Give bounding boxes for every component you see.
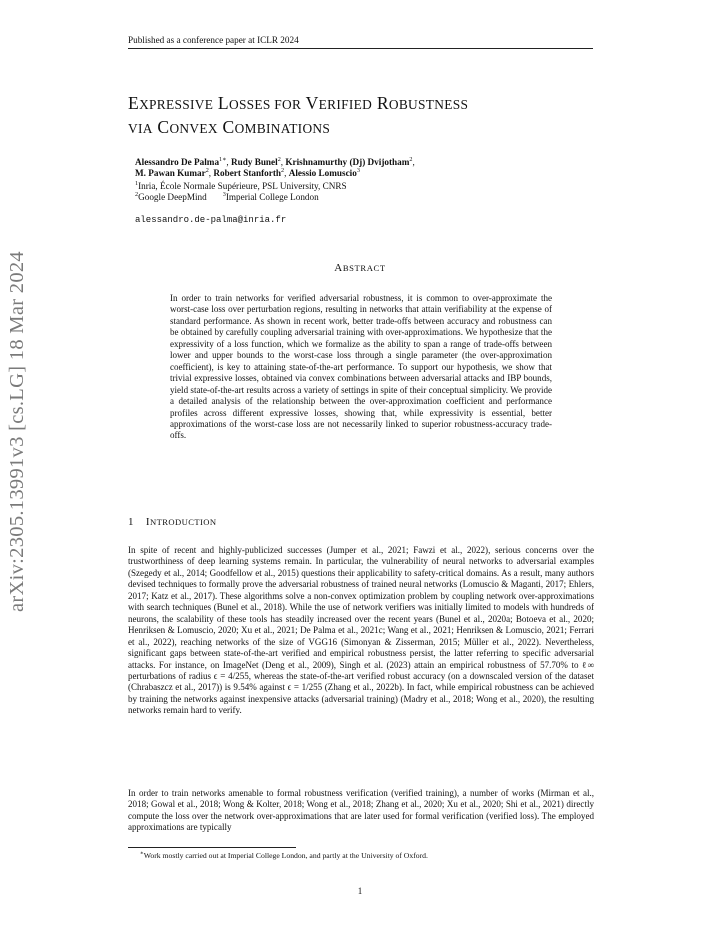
abstract-heading: ABSTRACT xyxy=(334,262,386,274)
section-heading-introduction: 1 INTRODUCTION xyxy=(128,516,217,528)
title-line-2 xyxy=(128,116,598,140)
author-line-2 xyxy=(135,168,555,179)
author: Alessio Lomuscio$^3$ xyxy=(288,167,360,179)
author: M. Pawan Kumar$^2$, xyxy=(135,167,214,179)
affiliation-2-3: $^2$Google DeepMind $^3$Imperial College London xyxy=(135,191,319,203)
title-line-1 xyxy=(128,92,598,116)
author: Alessandro De Palma$^{1∗}$, xyxy=(135,155,231,167)
author-email[interactable]: alessandro.de-palma@inria.fr xyxy=(135,215,287,225)
intro-paragraph-1: In spite of recent and highly-publicized successes (Jumper et al., 2021; Fawzi et al., 2022), serious concerns over the trustworthiness of deep learning systems remain. In particular, the vulnerability of neural networks to adversarial examples (Szegedy et al., 2014; Goodfellow et al., 2015) questions their applicability to safety-critical domains. As a result, many authors devised techniques to formally prove the adversarial robustness of trained neural networks (Lomuscio & Maganti, 2017; Ehlers, 2017; Katz et al., 2017). These algorithms solve a non-convex optimization problem by coupling network over-approximations with search techniques (Bunel et al., 2018). While the use of network verifiers was initially limited to models with hundreds of neurons, the scalability of these tools has steadily increased over the recent years (Bunel et al., 2020a; Botoeva et al., 2020; Henriksen & Lomuscio, 2020; Xu et al., 2021; De Palma et al., 2021c; Wang et al., 2021; Henriksen & Lomuscio, 2021; Ferrari et al., 2022), reaching networks of the size of VGG16 (Simonyan & Zisserman, 2015; Müller et al., 2022). Nevertheless, significant gaps between state-of-the-art verified and empirical robustness persist, the latter referring to specific adversarial attacks. For instance, on ImageNet (Deng et al., 2009), Singh et al. (2023) attain an empirical robustness of 57.70% to ℓ∞ perturbations of radius ϵ = 4/255, whereas the state-of-the-art verified robust accuracy (on a downscaled version of the dataset (Chrabaszcz et al., 2017)) is 9.54% against ϵ = 1/255 (Zhang et al., 2022b). In fact, while empirical robustness can be achieved by training the networks against inexpensive attacks (adversarial training) (Madry et al., 2018; Wong et al., 2020), the resulting networks remain hard to verify. xyxy=(128,545,594,716)
intro-paragraph-2: In order to train networks amenable to formal robustness verification (verified training), a number of works (Mirman et al., 2018; Gowal et al., 2018; Wong & Kolter, 2018; Wong et al., 2018; Zhang et al., 2020; Xu et al., 2020; Shi et al., 2021) directly compute the loss over the network over-approximations that are later used for formal verification (verified loss). The employed approximations are typically xyxy=(128,788,594,833)
author: Robert Stanforth$^2$, xyxy=(213,167,289,179)
footnote: ∗Work mostly carried out at Imperial College London, and partly at the University of Oxford. xyxy=(140,850,428,860)
arxiv-stamp: arXiv:2305.13991v3 [cs.LG] 18 Mar 2024 xyxy=(6,251,28,612)
affiliations xyxy=(135,181,555,203)
title-word: EXPRESSIVE xyxy=(128,93,214,113)
title-word: ROBUSTNESS xyxy=(376,93,469,113)
page-number: 1 xyxy=(357,886,363,896)
title-word: VIA xyxy=(128,121,153,136)
title-word: VERIFIED xyxy=(305,93,373,113)
title-word: LOSSES FOR xyxy=(217,93,302,113)
paper-title xyxy=(128,92,598,140)
author: Rudy Bunel$^2$, xyxy=(230,155,286,167)
author-list xyxy=(135,157,555,180)
footnote-rule xyxy=(128,847,296,848)
title-word: COMBINATIONS xyxy=(222,117,331,137)
affiliation-1: $^1$Inria, École Normale Supérieure, PSL University, CNRS xyxy=(135,179,347,191)
abstract-body: In order to train networks for verified adversarial robustness, it is common to over-approximate the worst-case loss over perturbation regions, resulting in networks that attain verifiability at the expense of standard performance. As shown in recent work, better trade-offs between accuracy and robustness can be obtained by carefully coupling adversarial training with over-approximations. We hypothesize that the expressivity of a loss function, which we formalize as the ability to span a range of trade-offs between lower and upper bounds to the worst-case loss through a single parameter (the over-approximation coefficient), is key to attaining state-of-the-art performance. To support our hypothesis, we show that trivial expressive losses, obtained via convex combinations between adversarial attacks and IBP bounds, yield state-of-the-art results across a variety of settings in spite of their conceptual simplicity. We provide a detailed analysis of the relationship between the over-approximation coefficient and performance profiles across different expressive losses, showing that, while expressivity is essential, better approximations of the worst-case loss are not necessarily linked to superior robustness-accuracy trade-offs. xyxy=(170,293,552,441)
title-word: CONVEX xyxy=(157,117,218,137)
running-header: Published as a conference paper at ICLR 2024 xyxy=(128,34,593,49)
author: Krishnamurthy (Dj) Dvijotham$^2$, xyxy=(285,155,415,167)
author-line-1 xyxy=(135,157,555,168)
